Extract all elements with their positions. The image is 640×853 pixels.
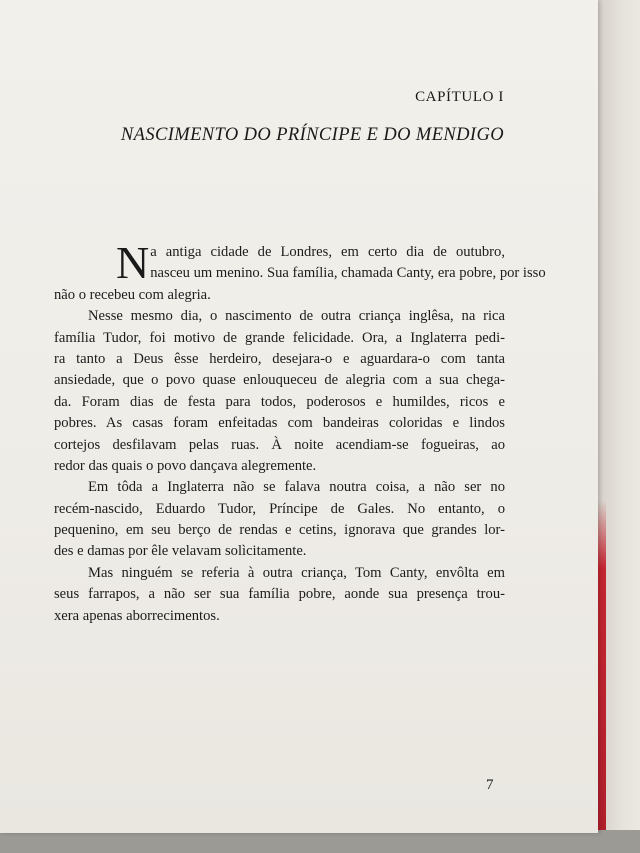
opening-paragraph (54, 237, 546, 306)
text-line: Em tôda a Inglaterra não se falava noutra coisa, a não ser no (88, 479, 505, 496)
chapter-title: NASCIMENTO DO PRÍNCIPE E DO MENDIGO (120, 125, 504, 145)
text-line: pobres. As casas foram enfeitadas com bandeiras coloridas e lindos (54, 415, 505, 432)
chapter-label: CAPÍTULO I (415, 89, 504, 105)
text-line: xera apenas aborrecimentos. (54, 607, 220, 624)
text-line: a antiga cidade de Londres, em certo dia de outubro, (150, 244, 505, 260)
text-line: cortejos desfilavam pelas ruas. À noite acendiam-se fogueiras, ao (54, 436, 505, 453)
background-bottom (0, 830, 640, 853)
text-line: Nesse mesmo dia, o nascimento de outra criança inglêsa, na rica (88, 308, 505, 325)
text-line: pequenino, em seu berço de rendas e cetins, ignorava que grandes lor- (54, 522, 505, 539)
text-line: redor das quais o povo dançava alegremente. (54, 457, 317, 474)
page-number: 7 (486, 777, 494, 793)
text-line: des e damas por êle velavam solìcitamente. (54, 543, 307, 560)
text-line: família Tudor, foi motivo de grande felicidade. Ora, a Inglaterra pedi- (54, 329, 505, 346)
text-line: recém-nascido, Eduardo Tudor, Príncipe de Gales. No entanto, o (54, 500, 505, 517)
body-text (54, 237, 546, 627)
text-line: seus farrapos, a não ser sua família pobre, aonde sua presença trou- (54, 586, 505, 603)
text-line: não o recebeu com alegria. (54, 286, 211, 303)
text-line: ansiedade, que o povo quase enlouqueceu de alegria com a sua chega- (54, 372, 505, 389)
drop-cap: N (116, 237, 150, 288)
text-line: nasceu um menino. Sua família, chamada Canty, era pobre, por isso (150, 265, 546, 282)
text-line: Mas ninguém se referia à outra criança, Tom Canty, envôlta em (88, 564, 505, 581)
text-line: da. Foram dias de festa para todos, poderosos e humildes, ricos e (54, 393, 505, 410)
text-line: ra tanto a Deus êsse herdeiro, desejara-o e aguardara-o com tanta (54, 350, 505, 367)
